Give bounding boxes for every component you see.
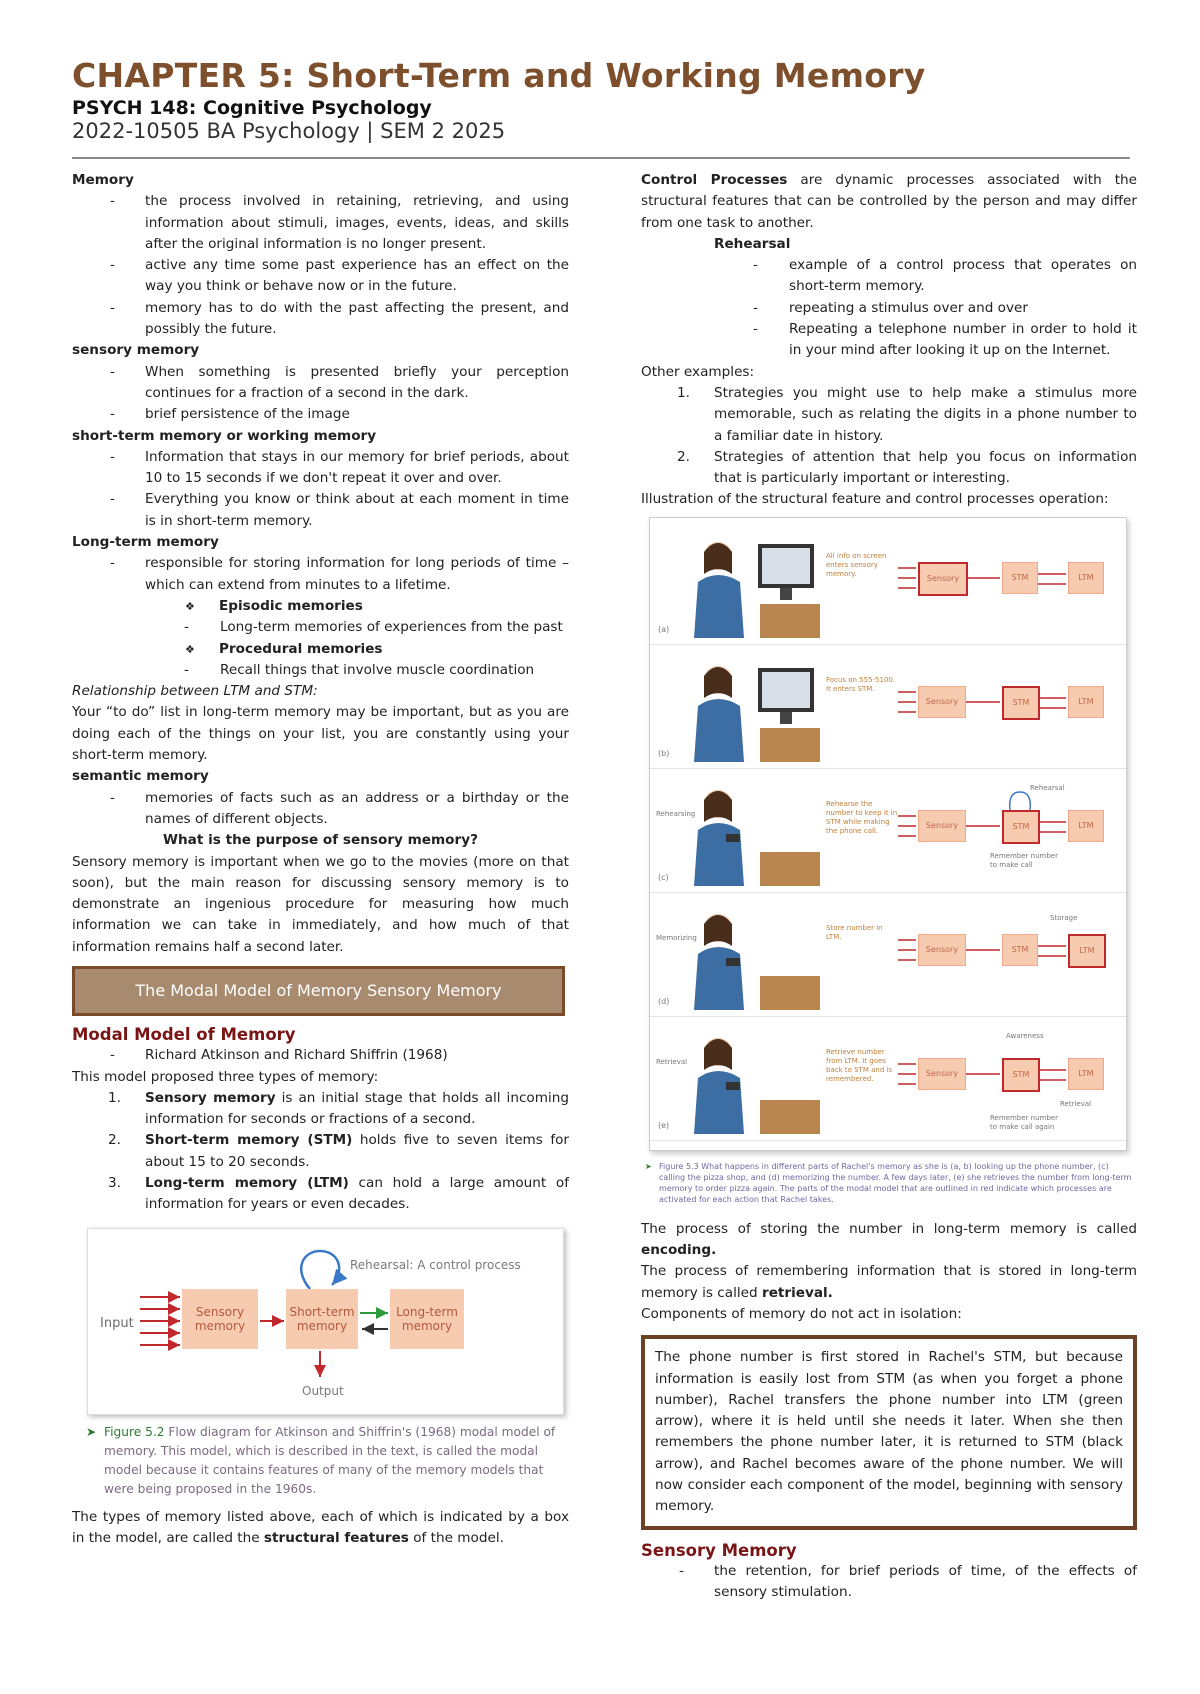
sensory-box: Sensory [918, 934, 966, 966]
item-text: is an initial stage that holds all incoming information for seconds or fractions of a second. [145, 1089, 569, 1128]
item-number: 2. [677, 448, 690, 465]
types-paragraph [72, 1507, 569, 1550]
illustration-panel [650, 894, 1126, 1017]
ltm-box: LTM [1068, 810, 1104, 842]
bold-term: Control Processes [641, 172, 788, 188]
illustration-panel [650, 522, 1126, 645]
item-text: Strategies you might use to help make a stimulus more memorable, such as relating the digits in a phone number to a familiar date in history. [714, 384, 1137, 444]
diagram-label: Retrieval [1060, 1099, 1092, 1108]
bold-term: retrieval. [761, 1284, 833, 1301]
stm-box: STM [1002, 810, 1040, 844]
item-text: can hold a large amount of information for years or even decades. [145, 1175, 569, 1213]
encoding-paragraph [641, 1219, 1137, 1262]
item-number: 1. [108, 1089, 121, 1106]
item-number: 1. [677, 384, 690, 401]
list-item: - Recall things that involve muscle coordination [72, 660, 569, 681]
item-term: Short-term memory (STM) [145, 1132, 353, 1149]
relationship-label: Relationship between LTM and STM: [72, 683, 318, 700]
item-number: 3. [108, 1175, 121, 1192]
list-item: - Everything you know or think about at each moment in time is in short-term memory. [72, 489, 569, 532]
list-item: - memories of facts such as an address or a birthday or the names of different objects. [72, 788, 569, 831]
ltm-box: LTM [1068, 934, 1106, 968]
sensory-box: Sensory [918, 562, 968, 596]
ltm-box: LTM [1068, 562, 1104, 594]
figure-caption [72, 1423, 569, 1499]
item-term: Sensory memory [145, 1089, 276, 1106]
modal-model-diagram [87, 1228, 564, 1415]
panel-note: All info on screen enters sensory memory. [826, 551, 887, 578]
illustration-intro: Illustration of the structural feature and control processes operation: [641, 491, 1109, 508]
semantic-heading: semantic memory [72, 768, 209, 785]
bold-term: structural features [263, 1529, 409, 1546]
illustration-panel [650, 770, 1126, 893]
panel-letter: (e) [658, 1121, 670, 1131]
numbered-item [72, 1130, 569, 1173]
rachel-memory-illustration [649, 517, 1127, 1151]
list-item: - Long-term memories of experiences from the past [72, 617, 569, 638]
list-item: - active any time some past experience has an effect on the way you think or behave now or in the future. [72, 255, 569, 298]
list-item: - brief persistence of the image [72, 404, 569, 425]
boxed-paragraph: The phone number is first stored in Rachel's STM, but because information is easily lost from STM (as when you forget a phone number), Rachel transfers the phone number into LTM (green arrow), where it is held until she needs it later. When she then remembers the phone number later, it is returned to STM (black arrow), and Rachel becomes aware of the phone number. We will now consider each component of the model, beginning with sensory memory. [641, 1335, 1137, 1529]
purpose-text: Sensory memory is important when we go to the movies (more on that soon), but the main reason for discussing sensory memory is to demonstrate an ingenious procedure for measuring how much information we can take in immediately, and how much of that information remains half a second later. [72, 853, 569, 955]
action-label: Rehearsing [656, 809, 696, 818]
sensory-heading: sensory memory [72, 342, 200, 359]
diagram-label: Rehearsal [1030, 783, 1065, 792]
list-item: - repeating a stimulus over and over [641, 298, 1137, 319]
modal-heading: Modal Model of Memory [72, 1024, 296, 1044]
panel-arrows [650, 646, 1126, 768]
paragraph-text: The types of memory listed above, each of which is indicated by a box in the model, are called the [72, 1508, 569, 1546]
relationship-text: Your “to do” list in long-term memory may be important, but as you are doing each of the things on your list, you are constantly using your short-term memory. [72, 704, 569, 764]
sensory-box: Sensory [918, 686, 966, 718]
list-item: - Repeating a telephone number in order to hold it in your mind after looking it up on the Internet. [641, 319, 1137, 362]
diagram-label: Remember number to make call [990, 851, 1058, 869]
item-term: Long-term memory (LTM) [145, 1175, 349, 1192]
diagram-label: Awareness [1006, 1031, 1044, 1040]
list-item: - the process involved in retaining, retrieving, and using information about stimuli, images, events, ideas, and skills after the original information is no longer present. [72, 191, 569, 255]
numbered-item [641, 383, 1137, 447]
header-rule [72, 157, 1130, 159]
page-header [72, 56, 1130, 143]
retrieval-paragraph [641, 1261, 1137, 1304]
list-item: - When something is presented briefly your perception continues for a fraction of a second in the dark. [72, 362, 569, 405]
panel-note: Focus on 555-5100. It enters STM. [826, 675, 896, 693]
stm-box: STM [1002, 686, 1040, 720]
panel-note: Retrieve number from LTM. It goes back to STM and is remembered. [826, 1047, 893, 1083]
sensory-box: Sensory [918, 1058, 966, 1090]
diagram-label: Remember number to make call again [990, 1113, 1058, 1131]
sensory-box: Sensory [918, 810, 966, 842]
item-number: 2. [108, 1132, 121, 1149]
banner-text: The Modal Model of Memory Sensory Memory [135, 981, 502, 1001]
list-item: - responsible for storing information for long periods of time – which can extend from minutes to a lifetime. [72, 553, 569, 596]
ltm-box: LTM [1068, 686, 1104, 718]
stm-heading: short-term memory or working memory [72, 427, 377, 444]
list-item: - example of a control process that operates on short-term memory. [641, 255, 1137, 298]
rehearsal-label: Rehearsal: A control process [350, 1257, 521, 1272]
ltm-heading: Long-term memory [72, 534, 219, 551]
panel-note: Rehearse the number to keep it in STM while making the phone call. [826, 799, 898, 835]
item-text: holds five to seven items for about 15 to 20 seconds. [145, 1132, 570, 1170]
numbered-item [641, 447, 1137, 490]
list-item: - memory has to do with the past affecting the present, and possibly the future. [72, 298, 569, 341]
other-examples-label: Other examples: [641, 363, 755, 380]
panel-letter: (c) [658, 873, 669, 883]
paragraph-text: The process of storing the number in long-term memory is called [641, 1220, 1137, 1237]
diagram-label: Storage [1050, 913, 1078, 922]
panel-arrows [650, 522, 1126, 644]
numbered-item [72, 1173, 569, 1216]
caption-arrow-icon: ➤ [86, 1424, 97, 1439]
bold-term: encoding. [641, 1242, 717, 1259]
list-item: - the retention, for brief periods of time, of the effects of sensory stimulation. [641, 1561, 1137, 1604]
input-label: Input [100, 1315, 134, 1331]
control-paragraph [641, 170, 1137, 234]
components-text: Components of memory do not act in isolation: [641, 1305, 962, 1322]
paragraph-text: The process of remembering information that is stored in long-term memory is called [641, 1263, 1137, 1301]
stm-box: STM [1002, 934, 1038, 966]
action-label: Retrieval [656, 1057, 688, 1066]
sensory-memory-heading: Sensory Memory [641, 1540, 797, 1560]
list-item: - Richard Atkinson and Richard Shiffrin (1968) [72, 1045, 569, 1066]
caption-text: Flow diagram for Atkinson and Shiffrin's (1968) modal model of memory. This model, which is described in the text, is called the modal model because it contains features of many of the memory models that were being proposed in the 1960s. [104, 1424, 556, 1496]
modal-intro: This model proposed three types of memory: [72, 1068, 379, 1085]
procedural-heading: ❖ Procedural memories [72, 639, 569, 660]
long-term-memory-box: Long-term memory [390, 1289, 464, 1349]
panel-letter: (d) [658, 997, 670, 1007]
caption-label: Figure 5.2 [104, 1424, 165, 1439]
short-term-memory-box: Short-term memory [286, 1289, 358, 1349]
panel-note: Store number in LTM. [826, 923, 883, 941]
illustration-panel [650, 1018, 1126, 1141]
chapter-title: CHAPTER 5: Short-Term and Working Memory [72, 56, 926, 95]
paragraph-text: are dynamic processes associated with the structural features that can be controlled by the person and may differ from one task to another. [641, 172, 1138, 231]
stm-box: STM [1002, 562, 1038, 594]
purpose-heading: What is the purpose of sensory memory? [163, 832, 478, 849]
item-text: Strategies of attention that help you focus on information that is particularly important or interesting. [714, 448, 1137, 487]
caption-text: Figure 5.3 What happens in different parts of Rachel's memory as she is (a, b) looking up the phone number, (c) calling the pizza shop, and (d) memorizing the number. A few days later, (e) she retrieves the number from long-term memory to order pizza again. The parts of the modal model that are outlined in red indicate which processes are activated for each action that Rachel takes. [659, 1161, 1132, 1204]
action-label: Memorizing [656, 933, 697, 942]
stm-box: STM [1002, 1058, 1040, 1092]
output-label: Output [302, 1383, 344, 1398]
memory-heading: Memory [72, 172, 134, 188]
episodic-heading: ❖ Episodic memories [72, 596, 569, 617]
course-title: PSYCH 148: Cognitive Psychology [72, 97, 432, 119]
illustration-caption [641, 1161, 1137, 1205]
panel-letter: (b) [658, 749, 670, 759]
numbered-item [72, 1088, 569, 1131]
panel-letter: (a) [658, 625, 670, 635]
section-banner [72, 966, 565, 1016]
rehearsal-heading: Rehearsal [714, 235, 791, 252]
right-column [641, 170, 1137, 1604]
ltm-box: LTM [1068, 1058, 1104, 1090]
illustration-panel [650, 646, 1126, 769]
left-column [72, 170, 569, 1549]
list-item: - Information that stays in our memory for brief periods, about 10 to 15 seconds if we don't repeat it over and over. [72, 447, 569, 490]
paragraph-text: of the model. [408, 1529, 504, 1546]
caption-arrow-icon: ➤ [645, 1161, 652, 1171]
panel-arrows [650, 894, 1126, 1016]
course-meta: 2022-10505 BA Psychology | SEM 2 2025 [72, 119, 506, 143]
sensory-memory-box: Sensory memory [182, 1289, 258, 1349]
